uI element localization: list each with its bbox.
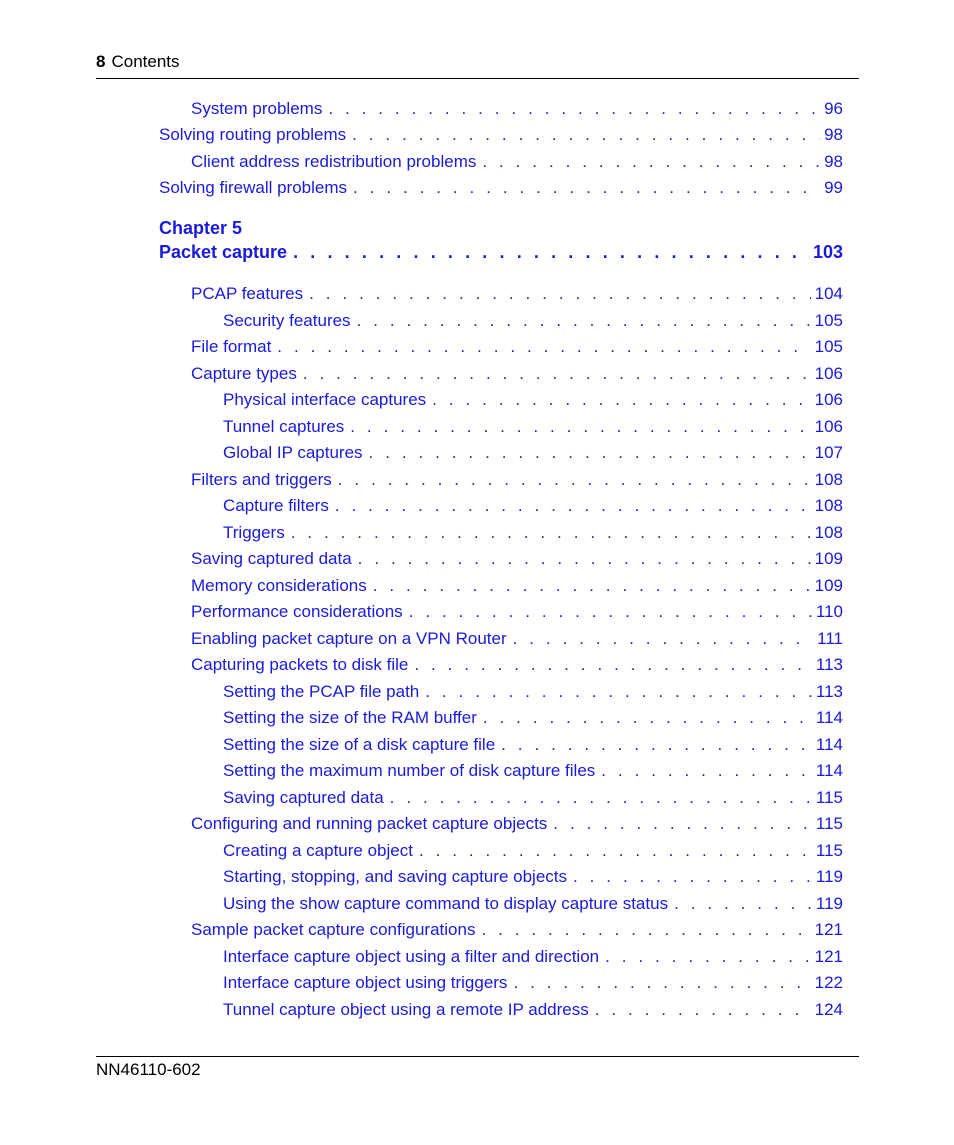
toc-entry[interactable]: Solving firewall problems . . . 99 — [159, 176, 843, 200]
toc-entry[interactable]: Setting the maximum number of disk capture files . . . 114 — [223, 759, 843, 783]
toc-entry[interactable]: PCAP features . . . 104 — [191, 282, 843, 306]
toc-entry[interactable]: Solving routing problems . . . 98 — [159, 123, 843, 147]
toc-entry[interactable]: Sample packet capture configurations . . . 121 — [191, 918, 843, 942]
toc-entry[interactable]: Saving captured data . . . 115 — [223, 786, 843, 810]
toc-entry[interactable]: Using the show capture command to display capture status . . . 119 — [223, 892, 843, 916]
toc-entry[interactable]: Client address redistribution problems . . . 98 — [191, 150, 843, 174]
toc-entry[interactable]: Capture filters . . . 108 — [223, 494, 843, 518]
toc-entry[interactable]: Interface capture object using triggers . . . 122 — [223, 971, 843, 995]
chapter-label: Chapter 5 — [159, 218, 243, 238]
page-number: 8 — [96, 52, 106, 71]
page-header — [96, 52, 180, 72]
toc-entry[interactable]: Tunnel captures . . . 106 — [223, 415, 843, 439]
toc-entry[interactable]: Configuring and running packet capture objects . . . 115 — [191, 812, 843, 836]
toc-entry[interactable]: Setting the PCAP file path . . . 113 — [223, 680, 843, 704]
toc-entry[interactable]: Tunnel capture object using a remote IP address . . . 124 — [223, 998, 843, 1022]
toc-entry[interactable]: Physical interface captures . . . 106 — [223, 388, 843, 412]
toc-entry[interactable]: Performance considerations . . . 110 — [191, 600, 843, 624]
chapter-title-entry[interactable]: Packet capture . . . 103 — [159, 240, 843, 264]
toc-entry[interactable]: Filters and triggers . . . 108 — [191, 468, 843, 492]
toc-entry[interactable]: Security features . . . 105 — [223, 309, 843, 333]
document-id: NN46110-602 — [96, 1060, 201, 1079]
toc-entry[interactable]: Enabling packet capture on a VPN Router . . . 111 — [191, 627, 843, 651]
toc-entry[interactable]: File format . . . 105 — [191, 335, 843, 359]
footer-rule — [96, 1056, 859, 1057]
toc-entry[interactable]: Capture types . . . 106 — [191, 362, 843, 386]
toc-entry[interactable]: Capturing packets to disk file . . . 113 — [191, 653, 843, 677]
toc-entry[interactable]: Setting the size of a disk capture file . . . 114 — [223, 733, 843, 757]
toc-entry[interactable]: Interface capture object using a filter and direction . . . 121 — [223, 945, 843, 969]
toc-entry[interactable]: Saving captured data . . . 109 — [191, 547, 843, 571]
toc-entry[interactable]: Triggers . . . 108 — [223, 521, 843, 545]
toc-entry[interactable]: Global IP captures . . . 107 — [223, 441, 843, 465]
toc-entry[interactable]: Setting the size of the RAM buffer . . . 114 — [223, 706, 843, 730]
toc-entry[interactable]: Starting, stopping, and saving capture objects . . . 119 — [223, 865, 843, 889]
toc-entry[interactable]: Creating a capture object . . . 115 — [223, 839, 843, 863]
toc-entry[interactable]: Memory considerations . . . 109 — [191, 574, 843, 598]
toc-entry[interactable]: System problems . . . 96 — [191, 97, 843, 121]
header-rule — [96, 78, 859, 79]
section-title: Contents — [111, 52, 180, 71]
